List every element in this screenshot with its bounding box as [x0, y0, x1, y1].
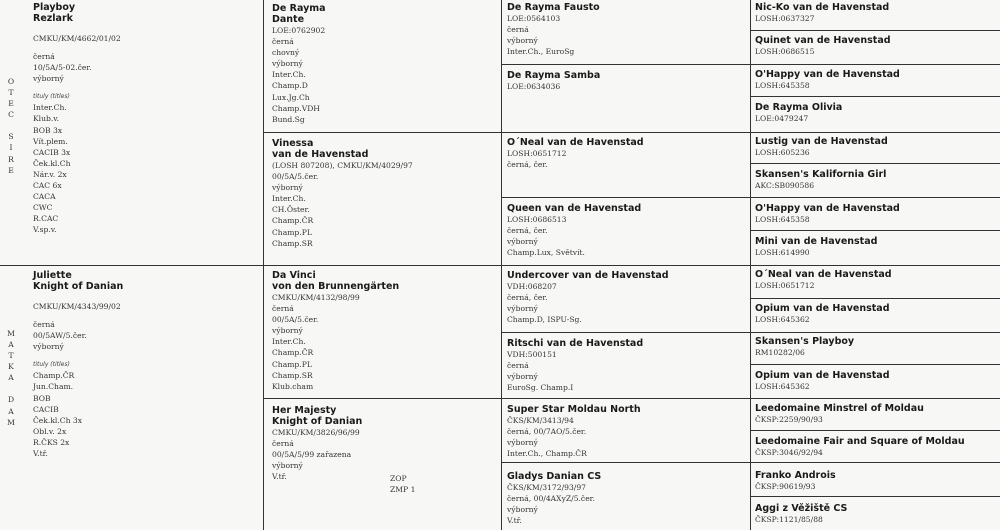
- grandparent-line: výborný: [272, 59, 303, 69]
- divider: [263, 132, 1000, 133]
- grandparent-name: De Rayma: [272, 3, 326, 14]
- ancestor-line: VDH:068207: [507, 282, 557, 291]
- grandparent-line: Champ.ČR: [272, 348, 314, 358]
- divider: [750, 96, 1000, 97]
- ancestor-name: Super Star Moldau North: [507, 404, 641, 415]
- sire-title: Ček.kl.Ch: [33, 158, 71, 168]
- ancestor-g4-cell: [755, 136, 995, 158]
- ancestor-g4-name: Opium van de Havenstad: [755, 303, 890, 314]
- grandparent-line: Klub.cham: [272, 381, 314, 391]
- ancestor-g4-name: O´Neal van de Havenstad: [755, 269, 892, 280]
- ancestor-line: výborný: [507, 304, 538, 314]
- ancestor-g4-cell: [755, 35, 995, 57]
- ancestor-g4-reg: LOSH:645358: [755, 215, 810, 224]
- divider: [501, 0, 502, 530]
- ancestor-g4-cell: [755, 169, 995, 191]
- ancestor-line: výborný: [507, 438, 538, 448]
- grandparent-line: černá: [272, 439, 294, 449]
- ancestor-line: LOE:0564103: [507, 14, 561, 23]
- sire-title: BOB 3x: [33, 125, 63, 135]
- ancestor-g4-cell: [755, 269, 995, 291]
- grandparent-line: Champ.ČR: [272, 216, 314, 226]
- grandparent-line: Inter.Ch.: [272, 70, 306, 80]
- ancestor-line: EuroSg. Champ.I: [507, 383, 574, 393]
- ancestor-g4-name: Mini van de Havenstad: [755, 236, 878, 247]
- grandparent-name: Her Majesty: [272, 405, 337, 416]
- grandparent-line: 00/5A/5/99 zařazena: [272, 450, 352, 460]
- grandparent-cell: [272, 270, 497, 392]
- ancestor-g4-cell: [755, 370, 995, 392]
- ancestor-g4-name: O'Happy van de Havenstad: [755, 69, 900, 80]
- ancestor-line: výborný: [507, 36, 538, 46]
- grandparent-line: Champ.SR: [272, 370, 313, 380]
- ancestor-g4-name: Skansen's Playboy: [755, 336, 855, 347]
- sire-cell: [33, 2, 258, 236]
- dam-title: Ček.kl.Ch 3x: [33, 415, 82, 425]
- ancestor-line: výborný: [507, 237, 538, 247]
- divider: [750, 163, 1000, 164]
- ancestor-g4-reg: LOSH:0686515: [755, 47, 815, 56]
- sire-title: CACA: [33, 192, 56, 202]
- grandparent-line: (LOSH 807208), CMKU/KM/4029/97: [272, 161, 413, 170]
- ancestor-cell: [507, 70, 745, 92]
- ancestor-g4-reg: LOSH:614990: [755, 248, 810, 257]
- dam-title: Obl.v. 2x: [33, 426, 67, 436]
- divider: [750, 230, 1000, 231]
- ancestor-cell: [507, 203, 745, 258]
- sire-info: výborný: [33, 74, 64, 84]
- ancestor-line: černá: [507, 361, 529, 371]
- divider: [750, 30, 1000, 31]
- ancestor-line: černá, 00/7AO/5.čer.: [507, 427, 587, 437]
- grandparent-line: CMKU/KM/4132/98/99: [272, 293, 360, 302]
- ancestor-cell: [507, 137, 745, 170]
- grandparent-line: černá: [272, 37, 294, 47]
- ancestor-g4-reg: LOSH:0651712: [755, 281, 815, 290]
- sire-side-label: O T E C S I R E: [7, 77, 15, 175]
- grandparent-line: Inter.Ch.: [272, 337, 306, 347]
- titles-label: tituly (titles): [33, 93, 70, 101]
- ancestor-line: Inter.Ch., EuroSg: [507, 47, 575, 57]
- grandparent-line: výborný: [272, 183, 303, 193]
- grandparent-line: výborný: [272, 461, 303, 471]
- ancestor-line: černá, čer.: [507, 293, 548, 303]
- grandparent-line: 00/5A/5.čer.: [272, 172, 319, 182]
- grandparent-line: výborný: [272, 326, 303, 336]
- divider: [750, 430, 1000, 431]
- dam-name: Juliette: [33, 270, 72, 281]
- sire-title: Klub.v.: [33, 114, 60, 124]
- grandparent-line: černá: [272, 304, 294, 314]
- ancestor-name: Gladys Danian CS: [507, 471, 602, 482]
- ancestor-line: LOE:0634036: [507, 82, 561, 91]
- grandparent-line: CH.Öster.: [272, 205, 310, 215]
- titles-label: tituly (titles): [33, 361, 70, 369]
- sire-name-2: Rezlark: [33, 13, 73, 24]
- grandparent-line: 00/5A/5.čer.: [272, 315, 319, 325]
- sire-reg: CMKU/KM/4662/01/02: [33, 34, 121, 43]
- ancestor-g4-cell: [755, 436, 995, 458]
- ancestor-cell: [507, 2, 745, 57]
- sire-title: Vít.plem.: [33, 136, 68, 146]
- sire-title: CWC: [33, 203, 53, 213]
- ancestor-g4-reg: ČKSP:2259/90/93: [755, 415, 823, 424]
- grandparent-name-2: Knight of Danian: [272, 416, 363, 427]
- ancestor-g4-cell: [755, 236, 995, 258]
- ancestor-line: ČKS/KM/3413/94: [507, 416, 574, 425]
- ancestor-g4-name: Leedomaine Fair and Square of Moldau: [755, 436, 965, 447]
- grandparent-name-2: van de Havenstad: [272, 149, 369, 160]
- sire-title: Nár.v. 2x: [33, 169, 67, 179]
- ancestor-g4-cell: [755, 102, 995, 124]
- divider: [0, 265, 1000, 266]
- ancestor-name: De Rayma Samba: [507, 70, 601, 81]
- ancestor-g4-cell: [755, 470, 995, 492]
- ancestor-name: Undercover van de Havenstad: [507, 270, 669, 281]
- ancestor-g4-reg: LOSH:605236: [755, 148, 810, 157]
- grandparent-line: Inter.Ch.: [272, 194, 306, 204]
- grandparent-line: chovný: [272, 48, 300, 58]
- ancestor-g4-name: Opium van de Havenstad: [755, 370, 890, 381]
- ancestor-name: Ritschi van de Havenstad: [507, 338, 644, 349]
- ancestor-g4-name: Leedomaine Minstrel of Moldau: [755, 403, 924, 414]
- dam-info: černá: [33, 320, 55, 330]
- ancestor-cell: [507, 338, 745, 393]
- grandparent-line: Champ.SR: [272, 238, 313, 248]
- ancestor-name: O´Neal van de Havenstad: [507, 137, 644, 148]
- dam-title: R.ČKS 2x: [33, 437, 70, 447]
- sire-title: CACIB 3x: [33, 147, 71, 157]
- ancestor-g4-name: De Rayma Olivia: [755, 102, 843, 113]
- dam-title: Champ.ČR: [33, 371, 75, 381]
- ancestor-name: Queen van de Havenstad: [507, 203, 642, 214]
- sire-title: Inter.Ch.: [33, 103, 67, 113]
- sire-info: 10/5A/5-02.čer.: [33, 63, 92, 73]
- ancestor-g4-reg: LOSH:0637327: [755, 14, 815, 23]
- divider: [263, 398, 1000, 399]
- divider: [750, 496, 1000, 497]
- grandparent-line: Champ.PL: [272, 227, 312, 237]
- ancestor-g4-reg: LOE:0479247: [755, 114, 809, 123]
- sire-title: R.CAC: [33, 214, 59, 224]
- ancestor-g4-name: Aggi z Věžiště CS: [755, 503, 848, 514]
- grandparent-cell: [272, 3, 497, 125]
- grandparent-name-2: von den Brunnengärten: [272, 281, 400, 292]
- grandparent-line: Champ.PL: [272, 359, 312, 369]
- ancestor-line: LOSH:0686513: [507, 215, 567, 224]
- ancestor-line: výborný: [507, 372, 538, 382]
- ancestor-line: černá, 00/4AXyZ/5.čer.: [507, 494, 595, 504]
- ancestor-g4-cell: [755, 336, 995, 358]
- ancestor-g4-name: Lustig van de Havenstad: [755, 136, 888, 147]
- ancestor-line: ČKS/KM/3172/93/97: [507, 483, 587, 492]
- ancestor-g4-reg: AKC:SB090586: [755, 181, 815, 190]
- ancestor-g4-reg: LOSH:645362: [755, 382, 810, 391]
- ancestor-cell: [507, 270, 745, 325]
- grandparent-name: Da Vinci: [272, 270, 316, 281]
- sire-title: V.sp.v.: [33, 225, 57, 235]
- ancestor-cell: [507, 404, 745, 459]
- ancestor-line: černá, čer.: [507, 160, 548, 170]
- sire-title: CAC 6x: [33, 181, 62, 191]
- ancestor-line: Inter.Ch., Champ.ČR: [507, 449, 587, 459]
- ancestor-g4-name: Quinet van de Havenstad: [755, 35, 891, 46]
- ancestor-g4-cell: [755, 303, 995, 325]
- ancestor-line: černá: [507, 25, 529, 35]
- ancestor-g4-name: O'Happy van de Havenstad: [755, 203, 900, 214]
- grandparent-line: Champ.D: [272, 81, 308, 91]
- divider: [750, 364, 1000, 365]
- dam-reg: CMKU/KM/4343/99/02: [33, 302, 121, 311]
- grandparent-line: V.tř.: [272, 472, 287, 482]
- dam-title: Jun.Cham.: [33, 382, 74, 392]
- ancestor-g4-cell: [755, 503, 995, 525]
- dam-title: V.tř.: [33, 449, 48, 459]
- ancestor-g4-reg: ČKSP:3046/92/94: [755, 448, 823, 457]
- ancestor-g4-name: Skansen's Kalifornia Girl: [755, 169, 887, 180]
- dam-info: výborný: [33, 342, 64, 352]
- ancestor-g4-reg: ČKSP:1121/85/88: [755, 515, 823, 524]
- grandparent-line: LOE:0762902: [272, 26, 326, 35]
- grandparent-cell: [272, 405, 497, 494]
- ancestor-line: VDH:500151: [507, 350, 557, 359]
- ancestor-line: LOSH:0651712: [507, 149, 567, 158]
- divider: [750, 298, 1000, 299]
- ancestor-line: Champ.D, ISPU-Sg.: [507, 315, 582, 325]
- dam-title: BOB: [33, 393, 51, 403]
- grandparent-cell: [272, 138, 497, 249]
- sire-info: černá: [33, 52, 55, 62]
- sire-name: Playboy: [33, 2, 76, 13]
- dam-side-label: M A T K A D A M: [7, 329, 15, 427]
- ancestor-g4-cell: [755, 203, 995, 225]
- grandparent-line: CMKU/KM/3826/96/99: [272, 428, 360, 437]
- ancestor-line: výborný: [507, 505, 538, 515]
- dam-title: CACIB: [33, 404, 59, 414]
- ancestor-g4-cell: [755, 2, 995, 24]
- ancestor-line: Champ.Lux, Světvít.: [507, 248, 585, 258]
- ancestor-g4-cell: [755, 69, 995, 91]
- ancestor-cell: [507, 471, 745, 526]
- ancestor-g4-reg: LOSH:645362: [755, 315, 810, 324]
- grandparent-name: Vinessa: [272, 138, 314, 149]
- ancestor-g4-cell: [755, 403, 995, 425]
- dam-info: 00/5AW/5.čer.: [33, 331, 87, 341]
- ancestor-line: černá, čer.: [507, 226, 548, 236]
- ancestor-g4-reg: LOSH:645358: [755, 81, 810, 90]
- grandparent-name-2: Dante: [272, 14, 305, 25]
- grandparent-note: ZMP 1: [390, 485, 416, 494]
- grandparent-line: Lux.Jg.Ch: [272, 92, 310, 102]
- ancestor-g4-name: Franko Androis: [755, 470, 836, 481]
- grandparent-line: Champ.VDH: [272, 103, 320, 113]
- ancestor-g4-name: Nic-Ko van de Havenstad: [755, 2, 890, 13]
- grandparent-line: Bund.Sg: [272, 114, 305, 124]
- dam-cell: [33, 270, 258, 459]
- grandparent-note: ZOP: [390, 474, 407, 483]
- ancestor-name: De Rayma Fausto: [507, 2, 600, 13]
- dam-name-2: Knight of Danian: [33, 281, 124, 292]
- divider: [263, 0, 264, 530]
- ancestor-g4-reg: RM10282/06: [755, 348, 805, 357]
- ancestor-line: V.tř.: [507, 516, 522, 526]
- ancestor-g4-reg: ČKSP:90619/93: [755, 482, 816, 491]
- divider: [750, 0, 751, 530]
